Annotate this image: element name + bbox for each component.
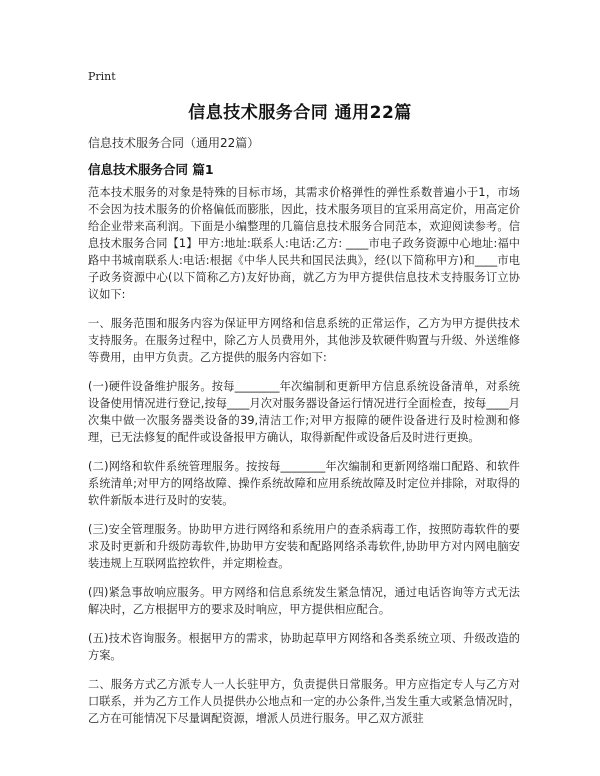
paragraph-intro: 范本技术服务的对象是特殊的目标市场，其需求价格弹性的弹性系数普遍小于1，市场不会因为技术服务的价格偏低而膨胀，因此，技术服务项目的宜采用高定价，用高定价给企业带来高利润。下面是小编整理的几篇信息技术服务合同范本，欢迎阅读参考。信息技术服务合同【1】甲方:地址:联系人:电话:乙方: ____市电子政务资源中心地址:福中路中书城南联系人:电话:根据《中华人民共和国民法典》，经(以下简称甲方)和____市电子政务资源中心(以下简称乙方)友好协商，就乙方为甲方提供信息技术支持服务订立协议如下:: [88, 186, 520, 301]
paragraph-network-software: (二)网络和软件系统管理服务。按按每________年次编制和更新网络端口配路、和软件系统清单;对甲方的网络故障、操作系统故障和应用系统故障及时定位并排除，对取得的软件新版本进行及时的安装。: [88, 460, 520, 507]
paragraph-consulting: (五)技术咨询服务。根据甲方的需求，协助起草甲方网络和各类系统立项、升级改造的方案。: [88, 632, 520, 662]
section-heading: 信息技术服务合同 篇1: [88, 162, 214, 177]
page-title: 信息技术服务合同 通用22篇: [188, 103, 412, 123]
paragraph-hardware-maintenance: (一)硬件设备维护服务。按每________年次编制和更新甲方信息系统设备清单，对系统设备使用情况进行登记,按每____月次对服务器设备运行情况进行全面检查，按每____月次集中做一次服务器类设备的39,清洁工作;对甲方报障的硬件设备进行及时检测和修理，已无法修复的配件或设备报甲方确认，取得新配件或设备后及时进行更换。: [88, 380, 520, 444]
document-body: [88, 184, 520, 739]
print-label: Print: [88, 70, 116, 83]
paragraph-service-mode: 二、服务方式乙方派专人一人长驻甲方，负责提供日常服务。甲方应指定专人与乙方对口联系，并为乙方工作人员提供办公地点和一定的办公条件,当发生重大或紧急情况时，乙方在可能情况下尽量调配资源，增派人员进行服务。甲乙双方派驻: [88, 678, 520, 725]
document-subtitle: 信息技术服务合同（通用22篇）: [88, 136, 260, 150]
paragraph-security: (三)安全管理服务。协助甲方进行网络和系统用户的查杀病毒工作，按照防毒软件的要求及时更新和升级防毒软件,协助甲方安装和配路网络杀毒软件,协助甲方对内网电脑安装违规上互联网监控软件，并定期检查。: [88, 523, 520, 570]
paragraph-emergency: (四)紧急事故响应服务。甲方网络和信息系统发生紧急情况，通过电话咨询等方式无法解决时，乙方根据甲方的要求及时响应，甲方提供相应配合。: [88, 586, 520, 616]
paragraph-service-scope: 一、服务范围和服务内容为保证甲方网络和信息系统的正常运作，乙方为甲方提供技术支持服务。在服务过程中，除乙方人员费用外，其他涉及软硬件购置与升级、外送维修等费用，由甲方负责。乙方提供的服务内容如下:: [88, 317, 520, 364]
